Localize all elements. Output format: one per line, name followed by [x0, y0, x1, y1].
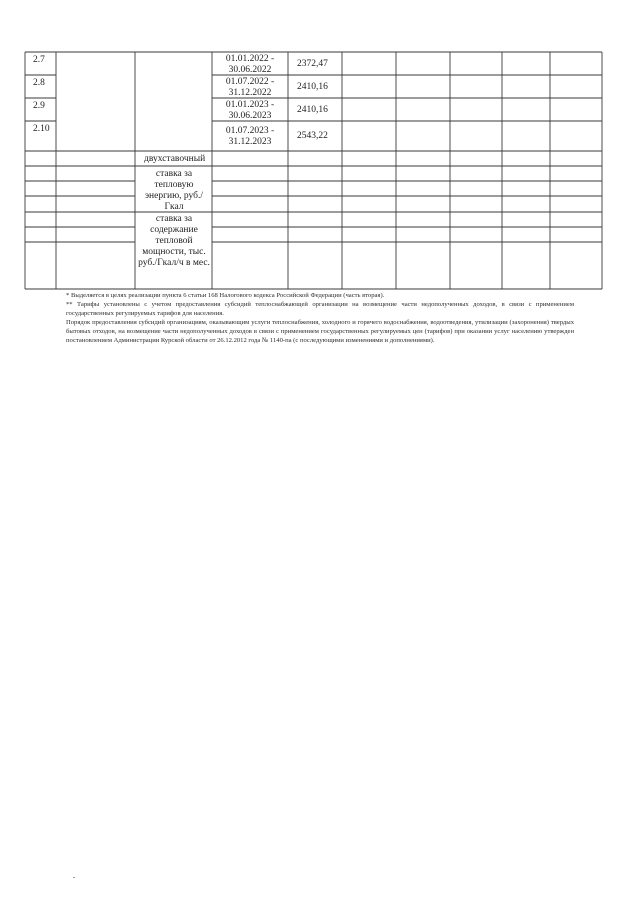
scan-speck: [73, 877, 75, 878]
row-number: 2.10: [33, 124, 50, 134]
tariff-table: [0, 0, 640, 300]
period-cell: 01.07.2023 - 31.12.2023: [225, 126, 275, 147]
footnote-vat: * Выделяется в целях реализации пункта 6 статьи 168 Налогового кодекса Российской Федерации (часть вторая).: [66, 292, 385, 299]
period-cell: 01.07.2022 - 31.12.2022: [225, 77, 275, 98]
row-number: 2.9: [33, 101, 45, 111]
period-cell: 01.01.2022 - 30.06.2022: [225, 54, 275, 75]
tariff-value: 2543,22: [297, 131, 328, 141]
footnote-procedure: Порядок предоставления субсидий организациям, оказывающим услуги теплоснабжения, холодного и горячего водоснабжения, водоотведения, утилизации (захоронения) твердых бытовых отходов, на возмещение части недополученных доходов в связи с применением государственных регулируемых цен (тарифов) при оказании услуг населению утвержден постановлением Администрации Курской области от 26.12.2012 года № 1140-па (с последующими изменениями и дополнениями).: [66, 319, 574, 344]
two-part-label: двухставочный: [144, 154, 206, 164]
row-number: 2.7: [33, 55, 45, 65]
tariff-value: 2410,16: [297, 105, 328, 115]
footnote-subsidy: ** Тарифы установлены с учетом предоставления субсидий теплоснабжающей организации на возмещение части недополученных доходов, в связи с применением государственных регулируемых тарифов для населения.: [66, 301, 574, 317]
capacity-rate-label: ставка за содержание тепловой мощности, тыс. руб./Гкал/ч в мес.: [138, 214, 210, 268]
energy-rate-label: ставка за тепловую энергию, руб./Гкал: [144, 169, 204, 212]
period-cell: 01.01.2023 - 30.06.2023: [225, 100, 275, 121]
footnotes: [66, 291, 574, 345]
tariff-value: 2372,47: [297, 59, 328, 69]
table-grid: [0, 0, 640, 300]
tariff-value: 2410,16: [297, 82, 328, 92]
row-number: 2.8: [33, 78, 45, 88]
